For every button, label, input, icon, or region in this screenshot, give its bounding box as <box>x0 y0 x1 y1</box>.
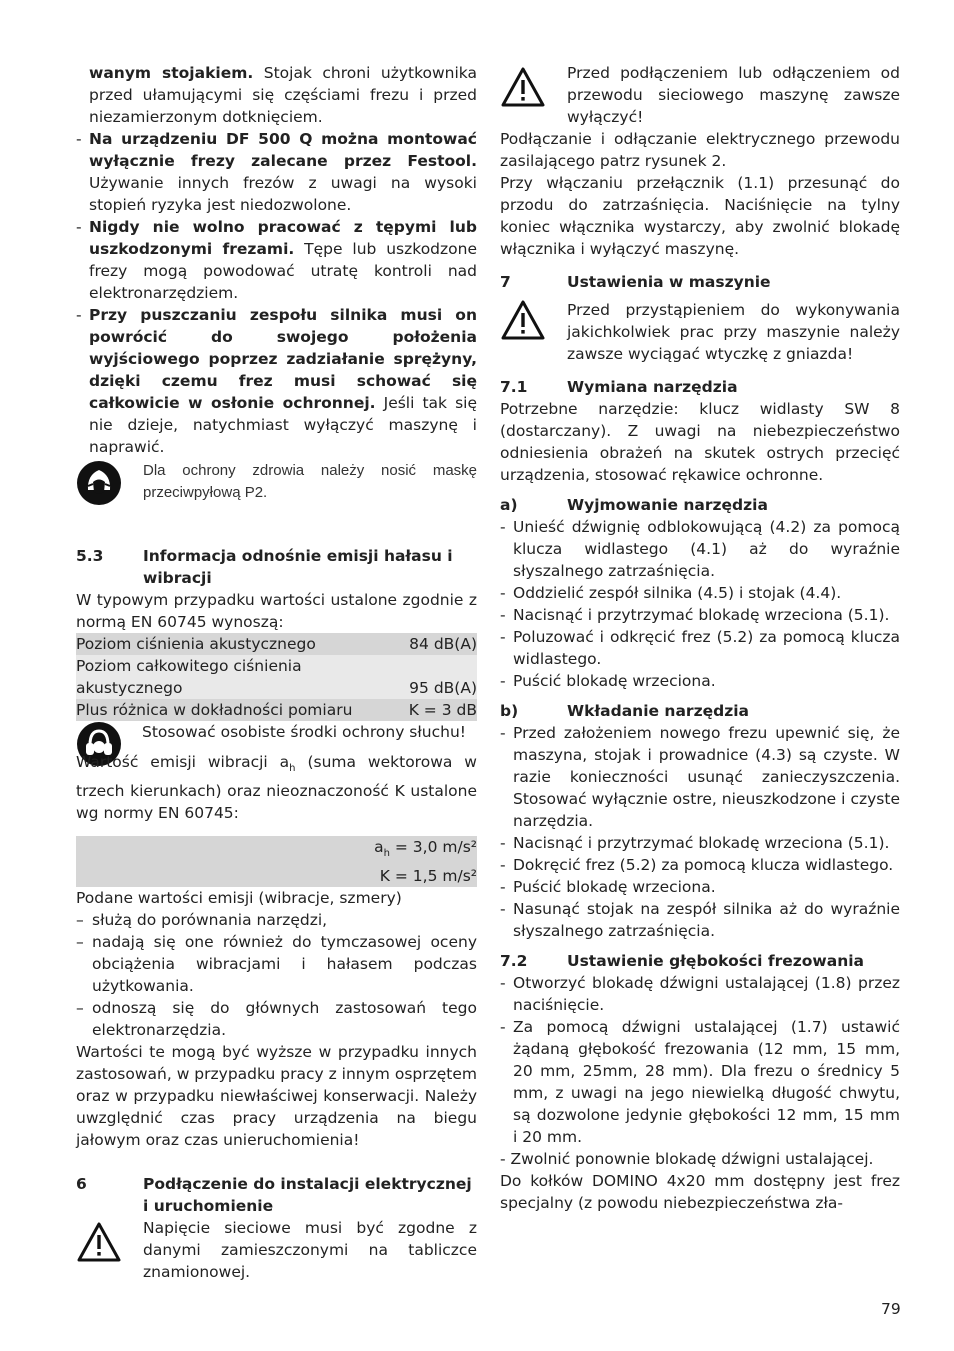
section-5-3-heading: 5.3 Informacja odnośnie emisji hałasu i wibracji <box>76 547 453 587</box>
vibration-paragraph: Wartość emisji wibracji $a_h$ (suma wektorowa w trzech kierunkach) oraz nieoznaczoność K ustalone wg normy EN 60745: <box>76 753 477 823</box>
list-item: - Za pomocą dźwigni ustalającej (1.7) ustawić żądaną głębokość frezowania (12 mm, 15 mm, 20 mm, 25mm, 28 mm). Dla frezu o średnicy 5 mm, z uwagi na jego niewielką długość chwytu, są dozwolone jedynie głębokości 12 mm, 15 mm i 20 mm. <box>500 1018 900 1146</box>
safety-bullet: - Na urządzeniu DF 500 Q można montować wyłącznie frezy zalecane przez Festool. Używanie innych frezów z uwagi na wysoki stopień ryzyka jest niedozwolone. <box>76 130 477 214</box>
list-item: - Nasunąć stojak na zespół silnika aż do wyraźnie słyszalnego zatrzaśnięcia. <box>500 900 900 940</box>
safety-bullet: - Nigdy nie wolno pracować z tępymi lub uszkodzonymi frezami. Tępe lub uszkodzone frezy mogą powodować utratę kontroli nad elektronarzędziem. <box>76 218 477 302</box>
table-row: K = 1,5 m/s² <box>76 865 477 887</box>
paragraph: Podłączanie i odłączanie elektrycznego przewodu zasilającego patrz rysunek 2. <box>500 130 900 170</box>
list-item: - Poluzować i odkręcić frez (5.2) za pomocą klucza widlastego. <box>500 628 900 668</box>
right-column <box>500 62 900 1214</box>
safety-bullet: - Przy puszczaniu zespołu silnika musi on powrócić do swojego położenia wyjściowego poprzez zadziałanie sprężyny, dzięki czemu frez musi schować się całkowicie w osłonie ochronnej. Jeśli tak się nie dzieje, natychmiast wyłączyć maszynę i naprawić. <box>76 306 477 456</box>
list-item: - Przed założeniem nowego frezu upewnić się, że maszyna, stojak i prowadnice (4.3) są czyste. W razie konieczności usunąć zanieczyszczenia. Stosować wyłącznie ostre, nieuszkodzone i czyste narzędzia. <box>500 724 900 830</box>
plug-warning: Przed przystąpieniem do wykonywania jakichkolwiek prac przy maszynie należy zawsze wyciągać wtyczkę z gniazda! <box>500 299 900 365</box>
emission-tail: Wartości te mogą być wyższe w przypadku innych zastosowań, w przypadku pracy z innym osprzętem oraz w przypadku niewłaściwej konserwacji. Należy uwzględnić czas pracy urządzenia na biegu jałowym oraz czas unieruchomienia! <box>76 1043 477 1150</box>
voltage-warning: Napięcie sieciowe musi być zgodne z danymi zamieszczonymi na tabliczce znamionowej. <box>76 1217 477 1283</box>
section-7-1-heading: 7.1 Wymiana narzędzia <box>500 378 738 396</box>
list-item: - Otworzyć blokadę dźwigni ustalającej (1.8) przez naciśnięcie. <box>500 974 900 1014</box>
unplug-warning: Przed podłączeniem lub odłączeniem od przewodu sieciowego maszynę zawsze wyłączyć! <box>500 62 900 128</box>
paragraph: - Zwolnić ponownie blokadę dźwigni ustalającej. <box>500 1150 874 1168</box>
table-row: Poziom ciśnienia akustycznego 84 dB(A) <box>76 635 477 653</box>
subsection-a-heading: a) Wyjmowanie narzędzia <box>500 496 768 514</box>
paragraph: Przy włączaniu przełącznik (1.1) przesunąć do przodu do zatrzaśnięcia. Naciśnięcie na tylny koniec włącznika wystarczy, aby zwolnić blokadę włącznika i wyłączyć maszynę. <box>500 174 900 258</box>
mask-note: Dla ochrony zdrowia należy nosić maskę przeciwpyłową P2. <box>76 460 477 512</box>
list-item: – odnoszą się do głównych zastosowań tego elektronarzędzia. <box>76 999 477 1040</box>
dust-mask-icon <box>76 460 143 512</box>
warning-triangle-icon <box>500 62 567 114</box>
page-number: 79 <box>881 1300 901 1318</box>
section-7-heading: 7 Ustawienia w maszynie <box>500 273 771 291</box>
left-column <box>76 62 477 1283</box>
subsection-b-heading: b) Wkładanie narzędzia <box>500 702 749 720</box>
intro-paragraph: wanym stojakiem. Stojak chroni użytkownika przed ułamującymi się częściami frezu i przed niezamierzonym dotknięciem. <box>89 64 477 126</box>
list-item: - Dokręcić frez (5.2) za pomocą klucza widlastego. <box>500 856 894 874</box>
list-item: - Nacisnąć i przytrzymać blokadę wrzeciona (5.1). <box>500 834 890 852</box>
table-row: $a_h = 3,0$ m/s² <box>76 836 477 865</box>
list-item: - Puścić blokadę wrzeciona. <box>500 878 716 896</box>
table-row: akustycznego 95 dB(A) <box>76 679 477 697</box>
table-row: Plus różnica w dokładności pomiaru K = 3 dB <box>76 701 477 719</box>
list-item: – służą do porównania narzędzi, <box>76 911 328 930</box>
vibration-table <box>76 836 477 887</box>
list-item: - Oddzielić zespół silnika (4.5) i stojak (4.4). <box>500 584 842 602</box>
section-7-2-heading: 7.2 Ustawienie głębokości frezowania <box>500 952 865 970</box>
ear-protection-note: Stosować osobiste środki ochrony słuchu! <box>76 721 477 773</box>
section-6-heading: 6 Podłączenie do instalacji elektrycznej i uruchomienie <box>76 1175 472 1216</box>
s53-intro: W typowym przypadku wartości ustalone zgodnie z normą EN 60745 wynoszą: <box>76 591 477 631</box>
warning-triangle-icon <box>76 1217 143 1269</box>
list-item: - Puścić blokadę wrzeciona. <box>500 672 716 690</box>
warning-triangle-icon <box>500 299 567 347</box>
noise-table <box>76 633 477 721</box>
list-item: – nadają się one również do tymczasowej oceny obciążenia wibracjami i hałasem podczas użytkowania. <box>76 933 477 996</box>
paragraph: Potrzebne narzędzie: klucz widlasty SW 8 (dostarczany). Z uwagi na niebezpieczeństwo odniesienia obrażeń na skutek ostrych przecięć urządzenia, stosować rękawice ochronne. <box>500 400 900 484</box>
list-item: - Nacisnąć i przytrzymać blokadę wrzeciona (5.1). <box>500 606 890 624</box>
list-item: - Unieść dźwignię odblokowującą (4.2) za pomocą klucza widlastego (4.1) aż do wyraźnie słyszalnego zatrzaśnięcia. <box>500 518 900 580</box>
emission-intro: Podane wartości emisji (wibracje, szmery) <box>76 889 402 908</box>
paragraph: Do kołków DOMINO 4x20 mm dostępny jest frez specjalny (z powodu niebezpieczeństwa zła- <box>500 1172 900 1212</box>
table-row: Poziom całkowitego ciśnienia <box>76 655 477 677</box>
